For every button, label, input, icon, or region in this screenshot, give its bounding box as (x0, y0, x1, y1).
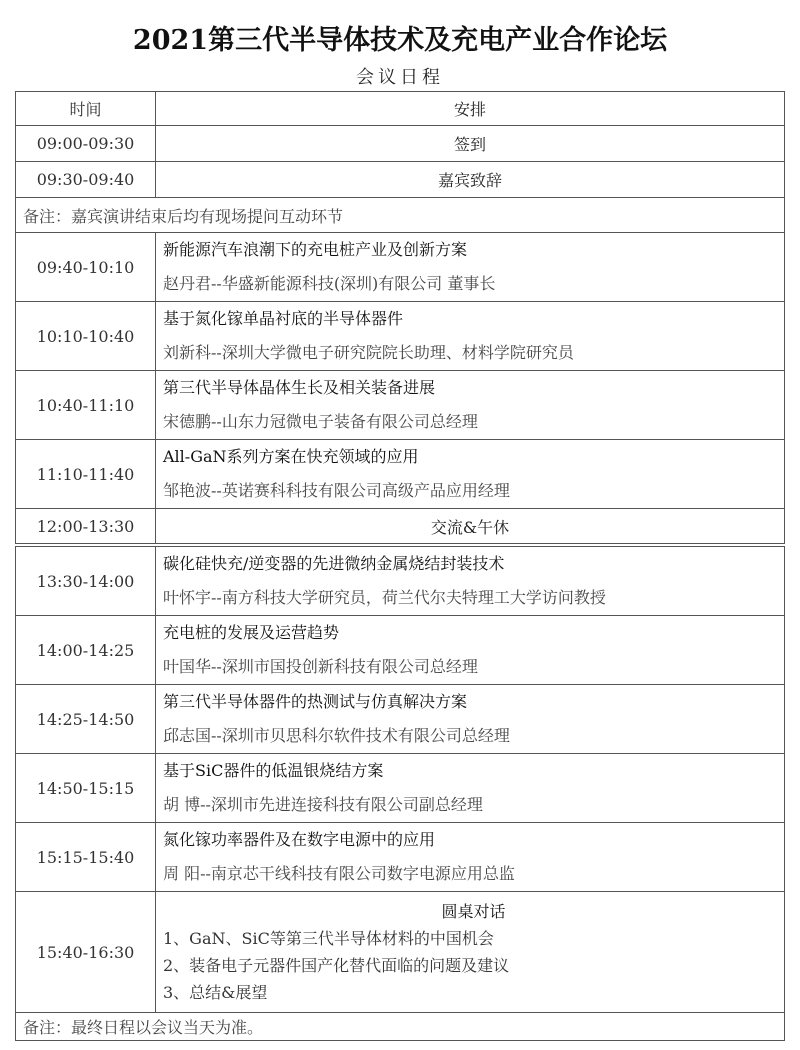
talk-cell (156, 823, 785, 892)
talk-title: 新能源汽车浪潮下的充电桩产业及创新方案 (163, 240, 468, 259)
note-text: 备注：嘉宾演讲结束后均有现场提问互动环节 (16, 198, 785, 233)
time-cell: 09:30-09:40 (16, 162, 156, 198)
table-row (16, 509, 785, 544)
note-row (16, 198, 785, 233)
column-header-time: 时间 (16, 92, 156, 126)
roundtable-item: 2、装备电子元器件国产化替代面临的问题及建议 (163, 956, 510, 975)
schedule-table-morning (15, 91, 785, 544)
talk-speaker: 赵丹君--华盛新能源科技(深圳)有限公司 董事长 (163, 274, 496, 293)
talk-cell (156, 547, 785, 616)
talk-title: 第三代半导体器件的热测试与仿真解决方案 (163, 692, 468, 711)
table-row (16, 754, 785, 823)
talk-title: 充电桩的发展及运营趋势 (163, 623, 340, 642)
talk-title: 第三代半导体晶体生长及相关装备进展 (163, 378, 436, 397)
table-row (16, 233, 785, 302)
table-row (16, 371, 785, 440)
table-row (16, 547, 785, 616)
talk-cell (156, 440, 785, 509)
time-cell: 11:10-11:40 (16, 440, 156, 509)
talk-cell (156, 616, 785, 685)
page-subtitle: 会议日程 (356, 67, 444, 88)
time-cell: 10:10-10:40 (16, 302, 156, 371)
talk-speaker: 邱志国--深圳市贝思科尔软件技术有限公司总经理 (163, 726, 510, 745)
table-row (16, 440, 785, 509)
talk-speaker: 胡 博--深圳市先进连接科技有限公司副总经理 (163, 795, 483, 814)
talk-cell (156, 754, 785, 823)
time-cell: 12:00-13:30 (16, 509, 156, 544)
roundtable-item: 1、GaN、SiC等第三代半导体材料的中国机会 (163, 929, 494, 948)
roundtable-row (16, 892, 785, 1013)
talk-speaker: 叶国华--深圳市国投创新科技有限公司总经理 (163, 657, 478, 676)
talk-title: All-GaN系列方案在快充领域的应用 (163, 447, 419, 466)
talk-title: 基于氮化镓单晶衬底的半导体器件 (163, 309, 404, 328)
page-title: 2021第三代半导体技术及充电产业合作论坛 (132, 25, 668, 56)
talk-title: 氮化镓功率器件及在数字电源中的应用 (163, 830, 436, 849)
talk-cell (156, 371, 785, 440)
schedule-table-afternoon (15, 546, 785, 1041)
roundtable-cell (156, 892, 785, 1013)
table-row (16, 616, 785, 685)
talk-speaker: 周 阳--南京芯干线科技有限公司数字电源应用总监 (163, 864, 515, 883)
agenda-cell: 交流&午休 (156, 509, 785, 544)
time-cell: 14:50-15:15 (16, 754, 156, 823)
talk-title: 碳化硅快充/逆变器的先进微纳金属烧结封装技术 (163, 554, 505, 573)
talk-cell (156, 685, 785, 754)
time-cell: 09:00-09:30 (16, 126, 156, 162)
time-cell: 15:40-16:30 (16, 892, 156, 1013)
note-row (16, 1013, 785, 1041)
table-header-row (16, 92, 785, 126)
note-text: 备注：最终日程以会议当天为准。 (16, 1013, 785, 1041)
column-header-schedule: 安排 (156, 92, 785, 126)
talk-speaker: 宋德鹏--山东力冠微电子装备有限公司总经理 (163, 412, 478, 431)
talk-speaker: 刘新科--深圳大学微电子研究院院长助理、材料学院研究员 (163, 343, 574, 362)
time-cell: 13:30-14:00 (16, 547, 156, 616)
time-cell: 09:40-10:10 (16, 233, 156, 302)
time-cell: 14:25-14:50 (16, 685, 156, 754)
talk-cell (156, 302, 785, 371)
time-cell: 10:40-11:10 (16, 371, 156, 440)
agenda-cell: 签到 (156, 126, 785, 162)
roundtable-title: 圆桌对话 (441, 902, 506, 921)
table-row (16, 823, 785, 892)
talk-cell (156, 233, 785, 302)
roundtable-item: 3、总结&展望 (163, 983, 268, 1002)
table-row (16, 685, 785, 754)
table-row (16, 302, 785, 371)
talk-speaker: 叶怀宇--南方科技大学研究员，荷兰代尔夫特理工大学访问教授 (163, 588, 606, 607)
table-row (16, 126, 785, 162)
time-cell: 15:15-15:40 (16, 823, 156, 892)
table-row (16, 162, 785, 198)
talk-speaker: 邹艳波--英诺赛科科技有限公司高级产品应用经理 (163, 481, 510, 500)
agenda-cell: 嘉宾致辞 (156, 162, 785, 198)
talk-title: 基于SiC器件的低温银烧结方案 (163, 761, 384, 780)
time-cell: 14:00-14:25 (16, 616, 156, 685)
